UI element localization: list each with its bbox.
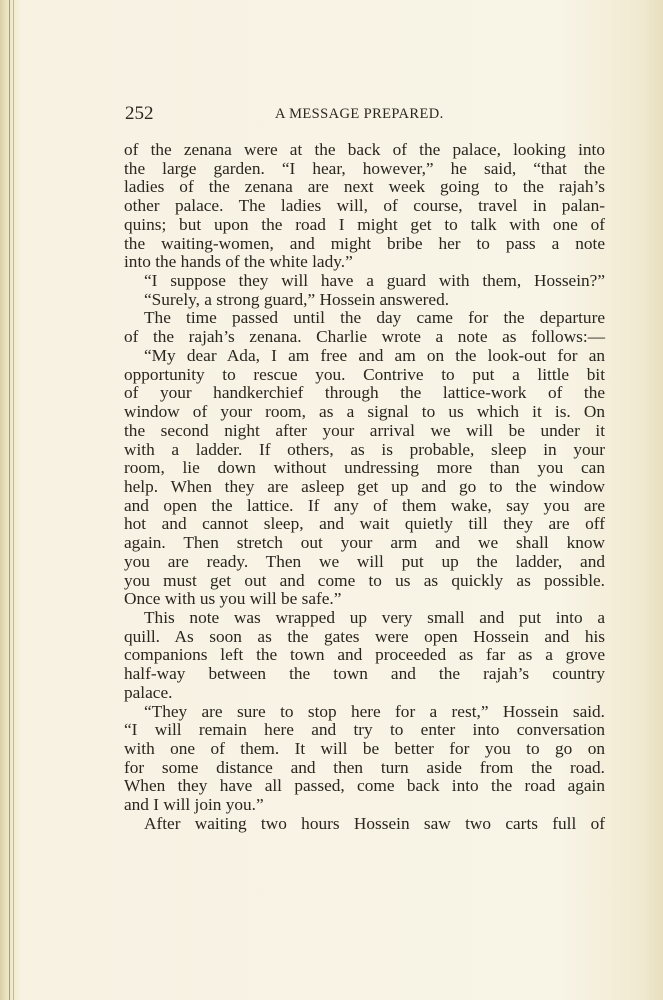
text-line: quins; but upon the road I might get to talk with one of [124, 214, 605, 234]
text-line: into the hands of the white lady.” [124, 252, 353, 272]
text-line: the large garden. “I hear, however,” he said, “that the [124, 158, 605, 178]
text-line: companions left the town and proceeded as far as a grove [124, 645, 605, 665]
text-line: help. When they are asleep get up and go to the window [124, 476, 605, 496]
text-line: “My dear Ada, I am free and am on the look-out for an [144, 345, 605, 365]
text-line: you must get out and come to us as quickly as possible. [124, 570, 605, 590]
text-line: other palace. The ladies will, of course, travel in palan- [124, 196, 605, 216]
page-header [125, 103, 605, 125]
running-head: A MESSAGE PREPARED. [275, 106, 444, 122]
binding-edge-inner [13, 0, 14, 1000]
text-line: again. Then stretch out your arm and we shall know [124, 533, 605, 553]
text-line: and I will join you.” [124, 795, 264, 815]
text-line: The time passed until the day came for the departure [144, 308, 605, 328]
binding-edge [9, 0, 10, 1000]
text-line: and open the lattice. If any of them wake, say you are [124, 495, 605, 515]
text-line: half-way between the town and the rajah’s country [124, 664, 605, 684]
text-line: ladies of the zenana are next week going to the rajah’s [124, 177, 605, 197]
text-line: quill. As soon as the gates were open Hossein and his [124, 626, 605, 646]
text-line: “They are sure to stop here for a rest,” Hossein said. [144, 701, 605, 721]
body-text [124, 141, 605, 834]
text-line: room, lie down without undressing more than you can [124, 458, 605, 478]
text-line: “I will remain here and try to enter into conversation [124, 720, 605, 740]
page-number: 252 [125, 103, 154, 124]
text-line: hot and cannot sleep, and wait quietly till they are off [124, 514, 605, 534]
text-line: This note was wrapped up very small and put into a [144, 607, 605, 627]
text-line: of your handkerchief through the lattice-work of the [124, 383, 605, 403]
text-line: of the zenana were at the back of the palace, looking into [124, 140, 605, 159]
text-line: opportunity to rescue you. Contrive to put a little bit [124, 364, 605, 384]
text-line: When they have all passed, come back into the road again [124, 776, 605, 796]
text-line: with a ladder. If others, as is probable, sleep in your [124, 439, 605, 459]
text-line: “Surely, a strong guard,” Hossein answered. [144, 289, 450, 309]
text-line: for some distance and then turn aside from the road. [124, 757, 605, 777]
text-line: the second night after your arrival we will be under it [124, 420, 605, 440]
text-line: the waiting-women, and might bribe her to pass a note [124, 233, 605, 253]
text-line: “I suppose they will have a guard with them, Hossein?” [144, 271, 605, 291]
text-line: window of your room, as a signal to us which it is. On [124, 402, 605, 422]
text-line: you are ready. Then we will put up the ladder, and [124, 551, 605, 571]
text-line: After waiting two hours Hossein saw two carts full of [144, 813, 605, 833]
text-line: palace. [124, 682, 173, 702]
text-line: Once with us you will be safe.” [124, 589, 342, 609]
text-line: with one of them. It will be better for you to go on [124, 739, 605, 758]
text-line: of the rajah’s zenana. Charlie wrote a note as follows:— [124, 327, 605, 347]
